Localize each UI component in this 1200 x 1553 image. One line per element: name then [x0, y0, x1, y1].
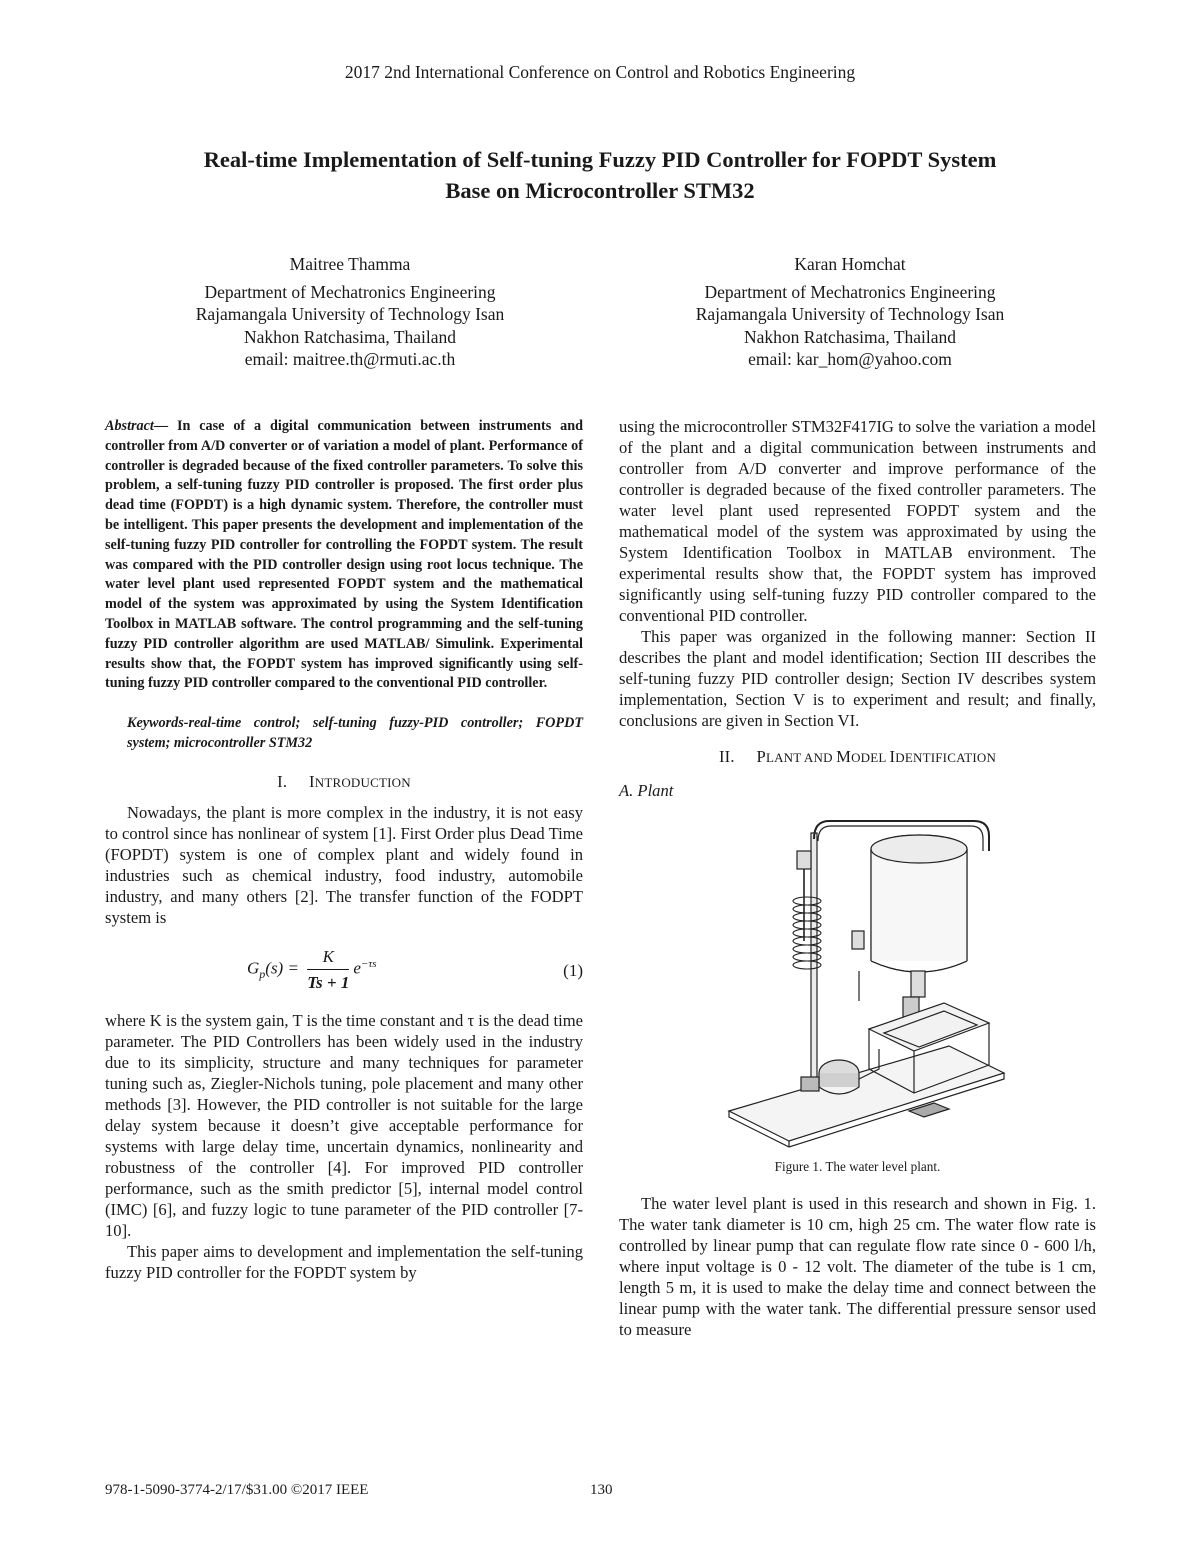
intro-paragraph-2: where K is the system gain, T is the time constant and τ is the dead time parameter. The PID Controllers has been widely used in the industry due to its simplicity, structure and many techniques for parameter tuning such as, Ziegler-Nichols tuning, pole placement and many other methods [3]. However, the PID controller is not suitable for the large delay system because it doesn’t give acceptable performance for systems with large delay time, uncertain dynamics, nonlinearity and robustness of the controller [4]. For improved PID controller performance, such as the smith predictor [5], internal model control (IMC) [6], and fuzzy logic to tune parameter of the PID controller [7-10].	[105, 1010, 583, 1240]
left-column	[105, 417, 583, 1283]
section-title-part: ODEL	[851, 750, 890, 765]
eq-exponent: −τs	[360, 957, 377, 970]
section-title-rest: NTRODUCTION	[314, 774, 411, 790]
author-email: email: maitree.th@rmuti.ac.th	[244, 349, 456, 369]
section-number: I.	[277, 771, 288, 791]
right-paragraph-2: This paper was organized in the following manner: Section II describes the plant and model identification; Section III describes the self-tuning fuzzy PID controller design; Section IV describes system implementation, Section V is to experiment and result; and finally, conclusions are given in Section VI.	[619, 627, 1096, 730]
abstract-label: Abstract	[105, 418, 154, 434]
section-initial: I	[309, 771, 315, 791]
section-initial: M	[836, 747, 852, 766]
figure-caption: Figure 1. The water level plant.	[774, 1159, 941, 1174]
eq-lhs: G	[247, 958, 260, 978]
subsection-heading-plant: A. Plant	[619, 781, 674, 800]
section-heading-introduction	[105, 772, 583, 792]
conference-header: 2017 2nd International Conference on Control and Robotics Engineering	[344, 62, 856, 82]
author-city: Nakhon Ratchasima, Thailand	[743, 326, 957, 347]
keywords: Keywords-real-time control; self-tuning fuzzy-PID controller; FOPDT system; microcontroller STM32	[127, 715, 583, 751]
section-number: II.	[718, 747, 735, 766]
water-level-plant-figure	[719, 811, 1009, 1151]
abstract-text: — In case of a digital communication between instruments and controller from A/D converter or of variation a model of plant. Performance of controller is degraded because of the fixed controller parameters. To solve this problem, a self-tuning fuzzy PID controller is proposed. The first order plus dead time (FOPDT) is a high dynamic system. Therefore, the controller must be intelligent. This paper presents the development and implementation of the self-tuning fuzzy PID controller for controlling the FOPDT system. The result was compared with the PID controller design using root locus technique. The water level plant used represented FOPDT system and the mathematical model of the system was approximated by using the System Identification Toolbox in MATLAB software. The control programming and the self-tuning fuzzy PID controller algorithm are used MATLAB/ Simulink. Experimental results show that, the FOPDT system has improved significantly using self-tuning fuzzy PID controller compared to the conventional PID controller.	[105, 418, 583, 692]
author-1	[110, 253, 590, 371]
abstract	[105, 417, 583, 694]
right-column	[619, 416, 1096, 1340]
right-paragraph-1: using the microcontroller STM32F417IG to solve the variation a model of the plant and a digital communication between instruments and controller from A/D converter and improve performance of the controller is degraded because of the fixed controller parameters. The water level plant used represented FOPDT system and the mathematical model of the system was approximated by using the System Identification Toolbox in MATLAB environment. The experimental results show that, the FOPDT system has improved significantly using self-tuning fuzzy PID controller compared to the conventional PID controller.	[619, 417, 1096, 625]
section-title-part: LANT AND	[765, 750, 837, 765]
author-2	[610, 253, 1090, 371]
footer-isbn: 978-1-5090-3774-2/17/$31.00 ©2017 IEEE	[105, 1482, 369, 1498]
author-dept: Department of Mechatronics Engineering	[704, 281, 996, 302]
right-body	[619, 416, 1096, 731]
author-name: Karan Homchat	[794, 254, 906, 274]
section-initial: I	[889, 747, 896, 766]
eq-numerator: K	[307, 946, 349, 970]
paper-title	[60, 144, 1140, 206]
author-dept: Department of Mechatronics Engineering	[204, 281, 496, 302]
author-univ: Rajamangala University of Technology Isan	[195, 304, 505, 324]
equation-body	[247, 946, 377, 993]
eq-fraction	[307, 946, 349, 993]
equation-number: (1)	[563, 960, 583, 980]
eq-exp-base: e	[353, 958, 361, 978]
author-email: email: kar_hom@yahoo.com	[748, 349, 952, 369]
author-name: Maitree Thamma	[289, 254, 411, 274]
title-line-2: Base on Microcontroller STM32	[445, 178, 755, 203]
eq-arg: (s) =	[265, 958, 299, 978]
section-heading-plant	[619, 747, 1096, 767]
section-title-part: DENTIFICATION	[895, 750, 997, 765]
eq-denominator: Ts + 1	[307, 972, 350, 992]
intro-paragraph-3: This paper aims to development and implementation the self-tuning fuzzy PID controller for the FOPDT system by	[105, 1241, 583, 1282]
equation-1	[105, 940, 583, 1004]
intro-body	[105, 802, 583, 1283]
plant-paragraph: The water level plant is used in this research and shown in Fig. 1. The water tank diameter is 10 cm, high 25 cm. The water flow rate is controlled by linear pump that can regulate flow rate since 0 - 600 l/h, where input voltage is 0 - 12 volt. The diameter of the tube is 1 cm, length 5 m, it is used to make the delay time and connect between the linear pump with the water tank. The differential pressure sensor used to measure	[619, 1194, 1096, 1339]
eq-sub: p	[259, 966, 266, 981]
plant-body	[619, 1193, 1096, 1340]
page-number: 130	[590, 1482, 613, 1498]
section-initial: P	[756, 747, 766, 766]
title-line-1: Real-time Implementation of Self-tuning Fuzzy PID Controller for FOPDT System	[203, 147, 997, 172]
author-city: Nakhon Ratchasima, Thailand	[243, 326, 457, 347]
intro-paragraph-1: Nowadays, the plant is more complex in the industry, it is not easy to control since has nonlinear of system [1]. First Order plus Dead Time (FOPDT) system is one of complex plant and widely found in industries such as chemical industry, food industry, automobile industry, and many others [2]. The transfer function of the FODPT system is	[105, 802, 583, 927]
author-univ: Rajamangala University of Technology Isan	[695, 304, 1005, 324]
